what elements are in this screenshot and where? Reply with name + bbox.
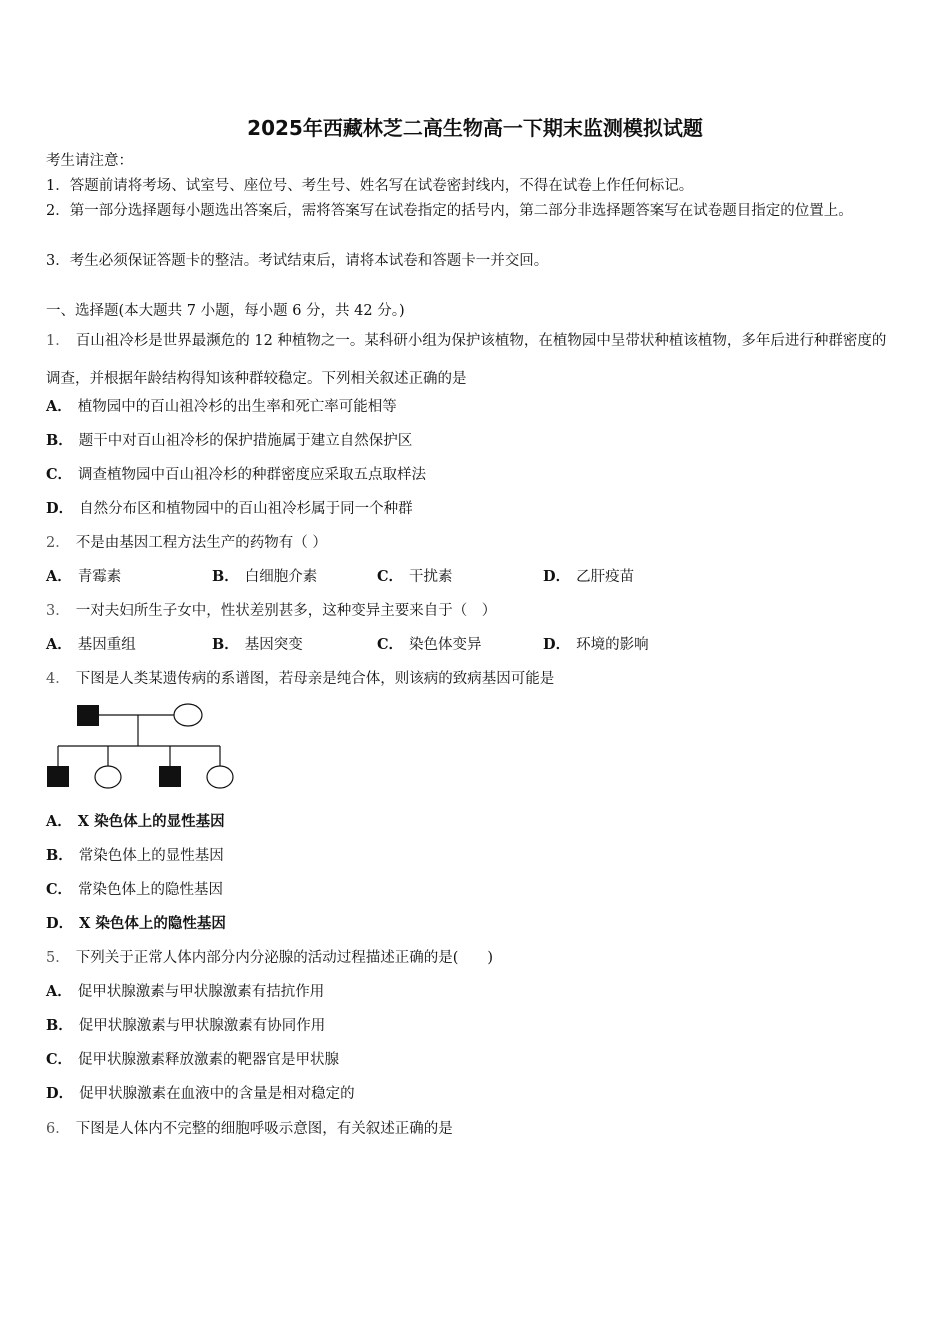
- q5-option-b: [46, 1016, 325, 1036]
- option-text: 题干中对百山祖冷杉的保护措施属于建立自然保护区: [78, 433, 413, 449]
- option-key: A．: [46, 568, 72, 585]
- unaffected-daughter-icon: [95, 766, 121, 788]
- option-text: 染色体变异: [409, 637, 482, 653]
- option-key: D．: [46, 500, 74, 517]
- question-text: 下图是人体内不完整的细胞呼吸示意图，有关叙述正确的是: [75, 1121, 453, 1137]
- question-4-stem: [46, 669, 554, 689]
- notice-heading: 考生请注意：: [46, 153, 133, 169]
- question-number: 5．: [46, 950, 70, 966]
- question-text: 百山祖冷杉是世界最濒危的 12 种植物之一。某科研小组为保护该植物，在植物园中呈带状种植该植物，多年后进行种群密度的调查，并根据年龄结构得知该种群较稳定。下列相关叙述正确的是: [46, 333, 887, 387]
- option-text: 自然分布区和植物园中的百山祖冷杉属于同一个种群: [79, 501, 413, 517]
- option-text: 促甲状腺激素与甲状腺激素有协同作用: [78, 1018, 326, 1034]
- unaffected-daughter-icon: [207, 766, 233, 788]
- option-text: 促甲状腺激素释放激素的靶器官是甲状腺: [78, 1052, 340, 1068]
- option-text: X 染色体上的显性基因: [77, 813, 225, 830]
- option-text: X 染色体上的隐性基因: [79, 915, 226, 932]
- affected-son-icon: [47, 766, 69, 787]
- q2-option-c: [377, 567, 453, 587]
- option-key: C．: [46, 881, 73, 898]
- option-text: 植物园中的百山祖冷杉的出生率和死亡率可能相等: [77, 399, 397, 415]
- option-key: A．: [46, 813, 72, 830]
- question-5-stem: [46, 948, 493, 968]
- pedigree-chart: [44, 700, 244, 792]
- question-text: 不是由基因工程方法生产的药物有（ ）: [75, 535, 327, 551]
- question-text: 下图是人类某遗传病的系谱图，若母亲是纯合体，则该病的致病基因可能是: [75, 671, 555, 687]
- question-2-stem: [46, 533, 327, 553]
- option-text: 促甲状腺激素与甲状腺激素有拮抗作用: [77, 984, 325, 1000]
- question-1-stem: [46, 322, 898, 398]
- option-key: D．: [46, 915, 74, 932]
- q1-option-b: [46, 431, 412, 451]
- option-key: B．: [212, 568, 239, 585]
- q1-option-d: [46, 499, 413, 519]
- notice-item-1: 1．答题前请将考场、试室号、座位号、考生号、姓名写在试卷密封线内，不得在试卷上作任何标记。: [46, 178, 694, 194]
- option-key: B．: [212, 636, 239, 653]
- q2-option-d: [543, 567, 634, 587]
- notice-item-2: 2．第一部分选择题每小题选出答案后，需将答案写在试卷指定的括号内，第二部分非选择题答案写在试卷题目指定的位置上。: [46, 203, 853, 219]
- question-number: 3．: [46, 603, 70, 619]
- q3-option-a: [46, 635, 136, 655]
- option-key: A．: [46, 636, 72, 653]
- question-number: 1．: [46, 333, 70, 349]
- option-key: C．: [46, 1051, 73, 1068]
- question-number: 4．: [46, 671, 70, 687]
- option-text: 基因重组: [77, 637, 136, 653]
- option-key: B．: [46, 1017, 73, 1034]
- q1-option-c: [46, 465, 426, 485]
- option-key: A．: [46, 983, 72, 1000]
- q4-option-b: [46, 846, 224, 866]
- q3-option-b: [212, 635, 303, 655]
- option-key: C．: [377, 636, 404, 653]
- option-key: C．: [377, 568, 404, 585]
- affected-father-icon: [77, 705, 99, 726]
- question-number: 2．: [46, 535, 70, 551]
- option-text: 青霉素: [77, 569, 122, 585]
- q3-option-c: [377, 635, 482, 655]
- option-key: B．: [46, 432, 73, 449]
- q5-option-a: [46, 982, 324, 1002]
- q2-option-a: [46, 567, 121, 587]
- option-key: A．: [46, 398, 72, 415]
- q5-option-d: [46, 1084, 355, 1104]
- option-key: D．: [543, 568, 571, 585]
- option-text: 干扰素: [409, 569, 453, 585]
- option-key: B．: [46, 847, 73, 864]
- option-key: D．: [543, 636, 571, 653]
- question-text: 下列关于正常人体内部分内分泌腺的活动过程描述正确的是( ): [75, 950, 494, 966]
- question-number: 6．: [46, 1121, 70, 1137]
- option-text: 调查植物园中百山祖冷杉的种群密度应采取五点取样法: [78, 467, 427, 483]
- affected-son-icon: [159, 766, 181, 787]
- option-text: 白细胞介素: [244, 569, 318, 585]
- page-title: 2025年西藏林芝二高生物高一下期末监测模拟试题: [247, 116, 703, 140]
- q4-option-c: [46, 880, 223, 900]
- q3-option-d: [543, 635, 649, 655]
- question-text: 一对夫妇所生子女中，性状差别甚多，这种变异主要来自于（ ）: [75, 603, 497, 619]
- option-text: 基因突变: [244, 637, 303, 653]
- notice-item-3: 3．考生必须保证答题卡的整洁。考试结束后，请将本试卷和答题卡一并交回。: [46, 253, 549, 269]
- option-text: 乙肝疫苗: [576, 569, 635, 585]
- option-text: 常染色体上的显性基因: [78, 848, 224, 864]
- option-key: C．: [46, 466, 73, 483]
- option-text: 环境的影响: [576, 637, 649, 653]
- q4-option-d: [46, 914, 226, 934]
- section-heading: 一、选择题(本大题共 7 小题，每小题 6 分，共 42 分。): [46, 303, 405, 319]
- q5-option-c: [46, 1050, 339, 1070]
- option-text: 常染色体上的隐性基因: [78, 882, 224, 898]
- unaffected-mother-icon: [174, 704, 202, 726]
- q4-option-a: [46, 812, 225, 832]
- question-6-stem: [46, 1119, 453, 1139]
- option-key: D．: [46, 1085, 74, 1102]
- question-3-stem: [46, 601, 496, 621]
- q1-option-a: [46, 397, 397, 417]
- option-text: 促甲状腺激素在血液中的含量是相对稳定的: [79, 1086, 355, 1102]
- q2-option-b: [212, 567, 317, 587]
